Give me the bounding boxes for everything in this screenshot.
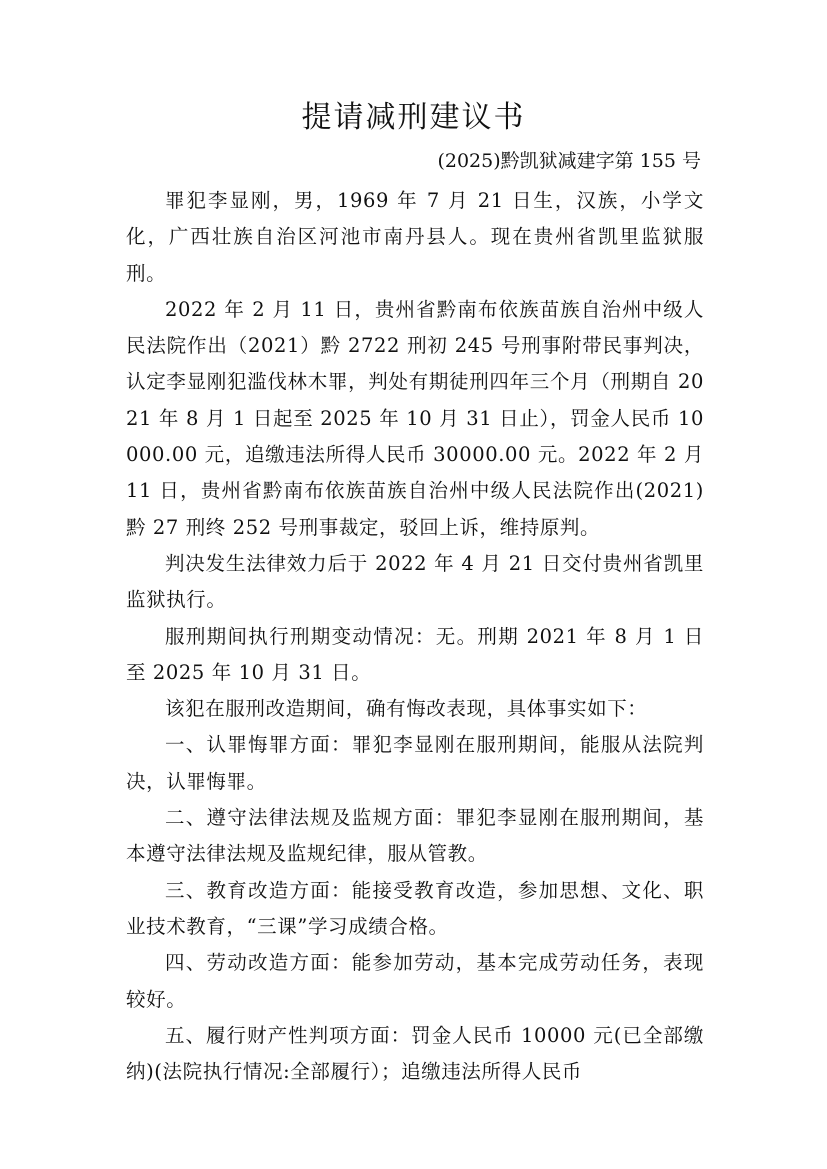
paragraph-execution: 判决发生法律效力后于 2022 年 4 月 21 日交付贵州省凯里监狱执行。 (126, 551, 704, 612)
paragraph-judgment: 2022 年 2 月 11 日，贵州省黔南布依族苗族自治州中级人民法院作出（2021）黔 2722 刑初 245 号刑事附带民事判决，认定李显刚犯滥伐林木罪，判处有期徒刑四年三个月（刑期自 2021 年 8 月 1 日起至 2025 年 10 月 31 日止），罚金人民币 10000.00 元，追缴违法所得人民币 30000.00 元。2022 年 2 月 11 日，贵州省黔南布依族苗族自治州中级人民法院作出(2021)黔 27 刑终 252 号刑事裁定，驳回上诉，维持原判。 (126, 297, 704, 539)
paragraph-repentance: 一、认罪悔罪方面：罪犯李显刚在服刑期间，能服从法院判决，认罪悔罪。 (126, 733, 704, 793)
paragraph-discipline: 二、遵守法律法规及监规方面：罪犯李显刚在服刑期间，基本遵守法律法规及监规纪律，服从管教。 (126, 806, 704, 866)
paragraph-facts-intro: 该犯在服刑改造期间，确有悔改表现，具体事实如下： (165, 697, 648, 721)
document-number: (2025)黔凯狱减建字第 155 号 (437, 150, 701, 172)
paragraph-labor: 四、劳动改造方面：能参加劳动，基本完成劳动任务，表现较好。 (126, 951, 704, 1011)
paragraph-education: 三、教育改造方面：能接受教育改造，参加思想、文化、职业技术教育，“三课”学习成绩合格。 (126, 878, 704, 938)
paragraph-property: 五、履行财产性判项方面：罚金人民币 10000 元(已全部缴纳)(法院执行情况:全部履行）；追缴违法所得人民币 (126, 1023, 704, 1084)
paragraph-sentence-change: 服刑期间执行刑期变动情况：无。刑期 2021 年 8 月 1 日至 2025 年 10 月 31 日。 (126, 624, 704, 684)
document-body (126, 183, 704, 1090)
paragraph-criminal-info: 罪犯李显刚，男，1969 年 7 月 21 日生，汉族，小学文化，广西壮族自治区河池市南丹县人。现在贵州省凯里监狱服刑。 (126, 189, 704, 285)
document-title: 提请减刑建议书 (301, 100, 526, 135)
